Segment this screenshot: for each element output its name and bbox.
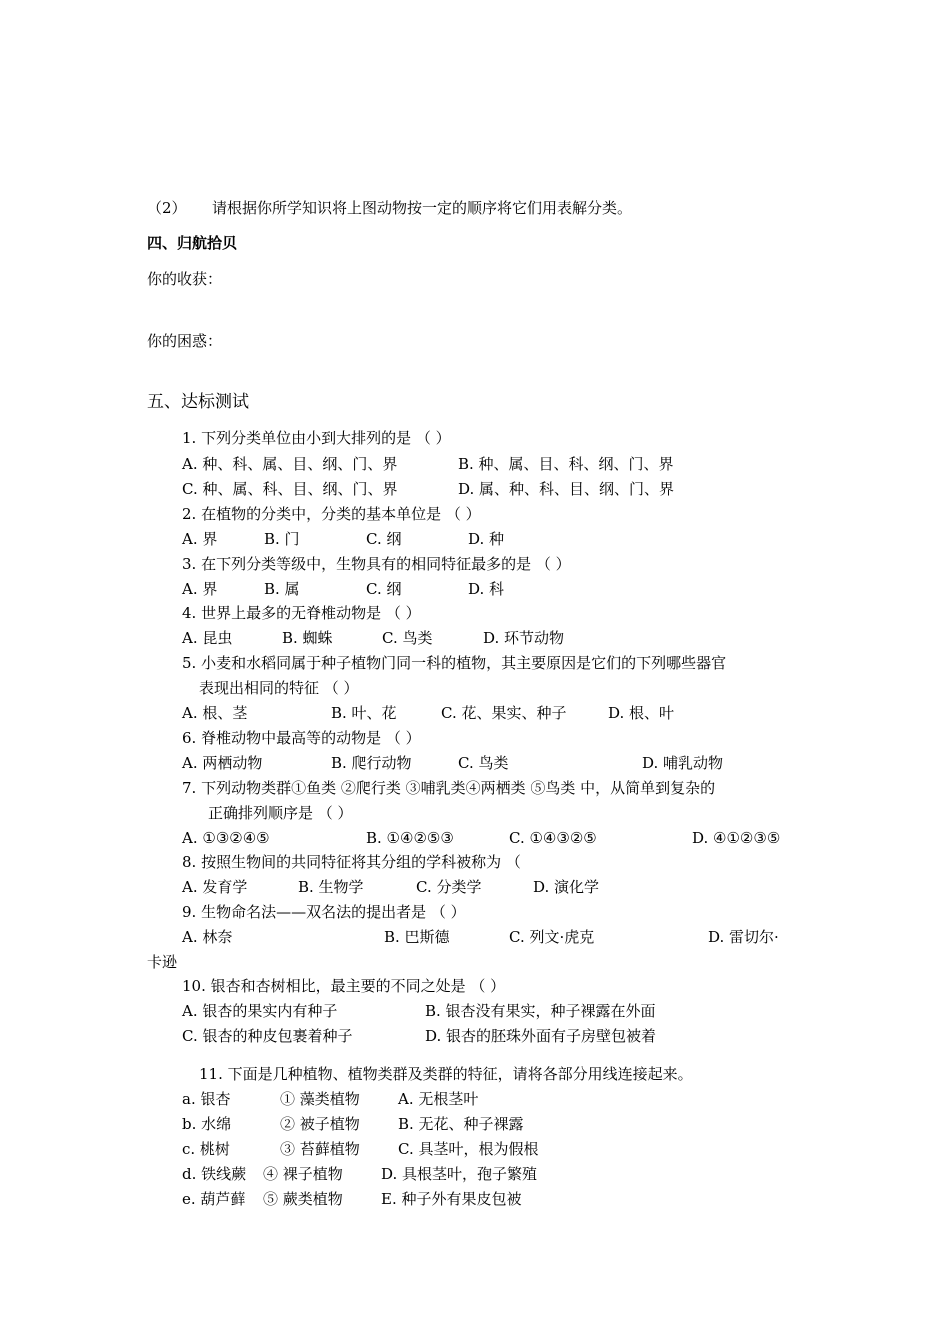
q11-group-4: ④ 裸子植物 [263, 1165, 343, 1183]
q10-option-a: A. 银杏的果实内有种子 [182, 1002, 338, 1020]
q1-option-b: B. 种、属、目、科、纲、门、界 [458, 455, 674, 473]
q10-stem: 10. 银杏和杏树相比，最主要的不同之处是 （ ） [182, 977, 506, 995]
q11-plant-e: e. 葫芦藓 [182, 1190, 246, 1208]
q4-stem: 4. 世界上最多的无脊椎动物是 （ ） [182, 604, 421, 622]
q3-option-c: C. 纲 [366, 580, 402, 598]
q6-option-b: B. 爬行动物 [331, 754, 412, 772]
confusion-label: 你的困惑： [147, 332, 223, 350]
q11-plant-b: b. 水绵 [182, 1115, 232, 1133]
q9-option-c: C. 列文·虎克 [509, 928, 595, 946]
q5-option-a: A. 根、茎 [182, 704, 248, 722]
q2-option-d: D. 种 [468, 530, 505, 548]
q6-option-d: D. 哺乳动物 [642, 754, 724, 772]
q3-option-b: B. 属 [264, 580, 300, 598]
q9-option-d: D. 雷切尔· [708, 928, 779, 946]
q11-stem: 11. 下面是几种植物、植物类群及类群的特征，请将各部分用线连接起来。 [199, 1065, 693, 1083]
q11-plant-d: d. 铁线蕨 [182, 1165, 247, 1183]
q8-option-d: D. 演化学 [533, 878, 600, 896]
q3-option-d: D. 科 [468, 580, 505, 598]
q11-feature-d: D. 具根茎叶，孢子繁殖 [381, 1165, 538, 1183]
q11-feature-e: E. 种子外有果皮包被 [381, 1190, 522, 1208]
q9-option-d-continued: 卡逊 [147, 953, 178, 971]
q11-feature-a: A. 无根茎叶 [398, 1090, 479, 1108]
q7-option-d: D. ④①②③⑤ [692, 829, 781, 847]
q1-option-d: D. 属、种、科、目、纲、门、界 [458, 480, 675, 498]
q9-option-a: A. 林奈 [182, 928, 233, 946]
q7-stem-continued: 正确排列顺序是 （ ） [208, 804, 353, 822]
q7-stem: 7. 下列动物类群①鱼类 ②爬行类 ③哺乳类④两栖类 ⑤鸟类 中，从简单到复杂的 [182, 779, 716, 797]
q1-stem: 1. 下列分类单位由小到大排列的是 （ ） [182, 429, 451, 447]
q8-stem: 8. 按照生物间的共同特征将其分组的学科被称为 （ [182, 853, 521, 871]
intro-text: 请根据你所学知识将上图动物按一定的顺序将它们用表解分类。 [212, 199, 633, 217]
q11-plant-a: a. 银杏 [182, 1090, 231, 1108]
q8-option-b: B. 生物学 [298, 878, 364, 896]
q5-option-d: D. 根、叶 [608, 704, 675, 722]
section4-title: 四、归航拾贝 [147, 234, 238, 252]
q10-option-b: B. 银杏没有果实，种子裸露在外面 [425, 1002, 656, 1020]
q4-option-a: A. 昆虫 [182, 629, 233, 647]
q2-stem: 2. 在植物的分类中，分类的基本单位是 （ ） [182, 505, 481, 523]
q2-option-c: C. 纲 [366, 530, 402, 548]
gain-label: 你的收获： [147, 270, 223, 288]
intro-number: （2） [147, 199, 187, 217]
q9-stem: 9. 生物命名法——双名法的提出者是 （ ） [182, 903, 466, 921]
q6-option-c: C. 鸟类 [458, 754, 509, 772]
q4-option-c: C. 鸟类 [382, 629, 433, 647]
q11-feature-c: C. 具茎叶，根为假根 [398, 1140, 539, 1158]
q11-feature-b: B. 无花、种子裸露 [398, 1115, 524, 1133]
q7-option-a: A. ①③②④⑤ [182, 829, 270, 847]
q4-option-d: D. 环节动物 [483, 629, 565, 647]
q3-stem: 3. 在下列分类等级中，生物具有的相同特征最多的是 （ ） [182, 555, 571, 573]
q2-option-a: A. 界 [182, 530, 218, 548]
q11-group-3: ③ 苔藓植物 [280, 1140, 360, 1158]
q7-option-b: B. ①④②⑤③ [366, 829, 454, 847]
q3-option-a: A. 界 [182, 580, 218, 598]
q11-plant-c: c. 桃树 [182, 1140, 230, 1158]
section5-title: 五、达标测试 [147, 392, 249, 412]
q11-group-5: ⑤ 蕨类植物 [263, 1190, 343, 1208]
q5-option-b: B. 叶、花 [331, 704, 397, 722]
q5-stem: 5. 小麦和水稻同属于种子植物门同一科的植物，其主要原因是它们的下列哪些器官 [182, 654, 727, 672]
q1-option-c: C. 种、属、科、目、纲、门、界 [182, 480, 398, 498]
q11-group-1: ① 藻类植物 [280, 1090, 360, 1108]
q8-option-a: A. 发育学 [182, 878, 248, 896]
q5-option-c: C. 花、果实、种子 [441, 704, 567, 722]
q8-option-c: C. 分类学 [416, 878, 482, 896]
q4-option-b: B. 蜘蛛 [282, 629, 333, 647]
q10-option-c: C. 银杏的种皮包裹着种子 [182, 1027, 353, 1045]
q7-option-c: C. ①④③②⑤ [509, 829, 597, 847]
q5-stem-continued: 表现出相同的特征 （ ） [199, 679, 359, 697]
q10-option-d: D. 银杏的胚珠外面有子房壁包被着 [425, 1027, 657, 1045]
q11-group-2: ② 被子植物 [280, 1115, 360, 1133]
q9-option-b: B. 巴斯德 [384, 928, 450, 946]
q2-option-b: B. 门 [264, 530, 300, 548]
q1-option-a: A. 种、科、属、目、纲、门、界 [182, 455, 398, 473]
q6-option-a: A. 两栖动物 [182, 754, 263, 772]
q6-stem: 6. 脊椎动物中最高等的动物是 （ ） [182, 729, 421, 747]
